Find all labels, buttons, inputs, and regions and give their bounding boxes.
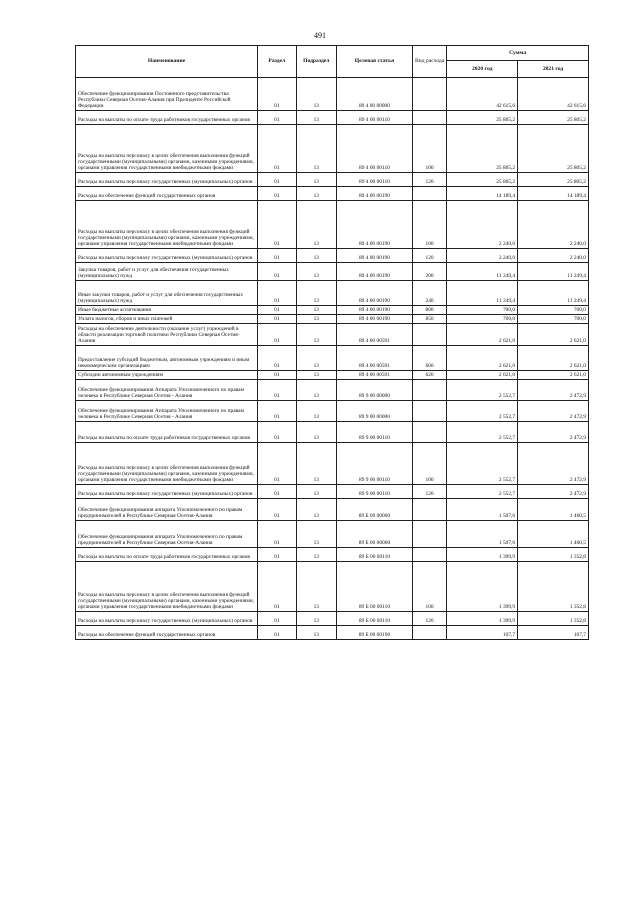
cell-cel-statya: 89 4 00 00190	[337, 306, 413, 315]
cell-vid-rashoda	[412, 548, 446, 562]
cell-name: Расходы на выплаты персоналу в целях обеспечения выполнения функций государственными (муниципальными) органами, казенными учреждениями, органами управления государственными внебюджетными фондами	[76, 125, 258, 173]
page-number: 491	[314, 31, 326, 40]
cell-sum-2020: 25 805,2	[447, 173, 518, 187]
cell-name: Обеспечение функционирования Постоянного представительства Республики Северная Осетия-Алания при Президенте Российской Федерации	[76, 78, 258, 111]
cell-podrazdel: 13	[296, 125, 336, 173]
cell-cel-statya: 89 9 00 00110	[337, 485, 413, 499]
table-row	[76, 562, 589, 612]
cell-cel-statya: 89 Б 00 00190	[337, 626, 413, 640]
cell-cel-statya: 89 4 00 00190	[337, 263, 413, 281]
cell-sum-2020: 2 552,7	[447, 401, 518, 422]
table-row	[76, 315, 589, 324]
cell-name: Расходы на выплаты персоналу государственных (муниципальных) органов	[76, 249, 258, 263]
cell-vid-rashoda	[412, 521, 446, 548]
cell-podrazdel: 13	[296, 173, 336, 187]
cell-razdel: 01	[258, 612, 296, 626]
cell-vid-rashoda	[412, 422, 446, 443]
cell-sum-2021: 2 240,0	[518, 249, 589, 263]
cell-name: Закупка товаров, работ и услуг для обеспечения государственных (муниципальных) нужд	[76, 263, 258, 281]
cell-razdel: 01	[258, 324, 296, 346]
cell-podrazdel: 13	[296, 443, 336, 485]
cell-sum-2020: 2 621,0	[447, 324, 518, 346]
cell-razdel: 01	[258, 562, 296, 612]
cell-name: Расходы на выплаты по оплате труда работников государственных органов	[76, 111, 258, 125]
cell-podrazdel: 13	[296, 306, 336, 315]
cell-sum-2021: 2 240,0	[518, 201, 589, 249]
cell-sum-2021: 2 621,0	[518, 324, 589, 346]
table-row	[76, 612, 589, 626]
cell-sum-2021: 2 472,9	[518, 443, 589, 485]
cell-vid-rashoda: 120	[412, 249, 446, 263]
cell-cel-statya: 89 4 00 00591	[337, 324, 413, 346]
table-row	[76, 499, 589, 521]
cell-razdel: 01	[258, 125, 296, 173]
table-row	[76, 485, 589, 499]
header-name: Наименование	[76, 46, 258, 78]
cell-razdel: 01	[258, 401, 296, 422]
cell-name: Расходы на выплаты персоналу государственных (муниципальных) органов	[76, 612, 258, 626]
cell-razdel: 01	[258, 626, 296, 640]
cell-podrazdel: 13	[296, 499, 336, 521]
cell-sum-2020: 11 249,4	[447, 281, 518, 306]
cell-sum-2021: 11 249,4	[518, 263, 589, 281]
table-row	[76, 443, 589, 485]
table-row	[76, 187, 589, 201]
cell-cel-statya: 89 4 00 00110	[337, 111, 413, 125]
cell-razdel: 01	[258, 306, 296, 315]
cell-name: Расходы на выплаты персоналу государственных (муниципальных) органов	[76, 173, 258, 187]
cell-name: Расходы на выплаты по оплате труда работников государственных органов	[76, 548, 258, 562]
cell-name: Расходы на выплаты персоналу государственных (муниципальных) органов	[76, 485, 258, 499]
cell-sum-2021: 107,7	[518, 626, 589, 640]
header-vid-rashoda: Вид расхода	[412, 46, 446, 78]
cell-vid-rashoda: 200	[412, 263, 446, 281]
cell-sum-2020: 2 552,7	[447, 380, 518, 401]
cell-vid-rashoda	[412, 187, 446, 201]
cell-vid-rashoda: 120	[412, 173, 446, 187]
header-summa: Сумма	[447, 46, 589, 61]
cell-podrazdel: 13	[296, 78, 336, 111]
cell-sum-2021: 2 472,9	[518, 401, 589, 422]
cell-cel-statya: 89 9 00 00110	[337, 422, 413, 443]
cell-sum-2020: 2 240,0	[447, 201, 518, 249]
cell-sum-2021: 11 249,4	[518, 281, 589, 306]
cell-razdel: 01	[258, 111, 296, 125]
cell-razdel: 01	[258, 201, 296, 249]
cell-sum-2020: 25 805,2	[447, 125, 518, 173]
cell-vid-rashoda: 100	[412, 125, 446, 173]
cell-cel-statya: 89 4 00 00110	[337, 125, 413, 173]
cell-podrazdel: 13	[296, 346, 336, 371]
cell-sum-2021: 1 352,8	[518, 562, 589, 612]
cell-name: Уплата налогов, сборов и иных платежей	[76, 315, 258, 324]
table-row	[76, 401, 589, 422]
cell-sum-2021: 700,0	[518, 315, 589, 324]
cell-name: Обеспечение функционирования аппарата Уполномоченного по правам предпринимателей в Республике Северная Осетия-Алания	[76, 499, 258, 521]
cell-razdel: 01	[258, 281, 296, 306]
cell-sum-2020: 42 615,6	[447, 78, 518, 111]
cell-cel-statya: 89 9 00 00000	[337, 380, 413, 401]
cell-name: Расходы на выплаты персоналу в целях обеспечения выполнения функций государственными (муниципальными) органами, казенными учреждениями, органами управления государственными внебюджетными фондами	[76, 201, 258, 249]
cell-sum-2020: 2 621,0	[447, 371, 518, 380]
cell-vid-rashoda: 100	[412, 562, 446, 612]
cell-vid-rashoda	[412, 626, 446, 640]
cell-podrazdel: 13	[296, 562, 336, 612]
cell-vid-rashoda: 800	[412, 306, 446, 315]
cell-vid-rashoda: 120	[412, 612, 446, 626]
cell-podrazdel: 13	[296, 548, 336, 562]
cell-vid-rashoda	[412, 324, 446, 346]
cell-sum-2020: 1 399,9	[447, 612, 518, 626]
cell-sum-2020: 2 552,7	[447, 443, 518, 485]
cell-sum-2020: 2 552,7	[447, 422, 518, 443]
table-row	[76, 111, 589, 125]
cell-sum-2021: 1 352,8	[518, 548, 589, 562]
cell-sum-2020: 25 805,2	[447, 111, 518, 125]
cell-razdel: 01	[258, 422, 296, 443]
cell-podrazdel: 13	[296, 187, 336, 201]
cell-cel-statya: 89 9 00 00110	[337, 443, 413, 485]
cell-sum-2021: 2 472,9	[518, 422, 589, 443]
cell-sum-2021: 2 621,0	[518, 371, 589, 380]
cell-razdel: 01	[258, 485, 296, 499]
cell-sum-2021: 1 352,8	[518, 612, 589, 626]
cell-sum-2021: 700,0	[518, 306, 589, 315]
cell-podrazdel: 13	[296, 626, 336, 640]
table-row	[76, 422, 589, 443]
cell-sum-2020: 1 399,9	[447, 548, 518, 562]
cell-sum-2021: 1 460,5	[518, 521, 589, 548]
cell-vid-rashoda: 600	[412, 346, 446, 371]
cell-podrazdel: 13	[296, 315, 336, 324]
cell-razdel: 01	[258, 346, 296, 371]
cell-name: Расходы на обеспечение деятельности (оказание услуг) учреждений в области реализации торговой политики Республики Северная Осетия-Алания	[76, 324, 258, 346]
cell-name: Расходы на обеспечение функций государственных органов	[76, 187, 258, 201]
cell-podrazdel: 13	[296, 111, 336, 125]
cell-cel-statya: 89 4 00 00190	[337, 315, 413, 324]
cell-sum-2020: 1 507,6	[447, 521, 518, 548]
cell-sum-2020: 2 621,0	[447, 346, 518, 371]
cell-podrazdel: 13	[296, 371, 336, 380]
cell-razdel: 01	[258, 443, 296, 485]
cell-cel-statya: 89 4 00 00190	[337, 187, 413, 201]
cell-sum-2020: 1 399,9	[447, 562, 518, 612]
cell-cel-statya: 89 4 00 00591	[337, 346, 413, 371]
cell-vid-rashoda: 620	[412, 371, 446, 380]
cell-name: Предоставление субсидий бюджетным, автономным учреждениям и иным некоммерческим организациям	[76, 346, 258, 371]
table-row	[76, 78, 589, 111]
cell-name: Субсидии автономным учреждениям	[76, 371, 258, 380]
cell-podrazdel: 13	[296, 201, 336, 249]
cell-razdel: 01	[258, 499, 296, 521]
cell-sum-2020: 11 249,4	[447, 263, 518, 281]
cell-vid-rashoda	[412, 499, 446, 521]
cell-name: Иные бюджетные ассигнования	[76, 306, 258, 315]
header-razdel: Раздел	[258, 46, 296, 78]
cell-name: Обеспечение функционирования Аппарата Уполномоченного по правам человека в Республике Северная Осетия - Алания	[76, 380, 258, 401]
cell-sum-2021: 25 805,2	[518, 111, 589, 125]
cell-razdel: 01	[258, 173, 296, 187]
cell-podrazdel: 13	[296, 281, 336, 306]
cell-razdel: 01	[258, 187, 296, 201]
cell-cel-statya: 89 4 00 00190	[337, 249, 413, 263]
table-row	[76, 125, 589, 173]
cell-sum-2020: 107,7	[447, 626, 518, 640]
cell-name: Расходы на выплаты персоналу в целях обеспечения выполнения функций государственными (муниципальными) органами, казенными учреждениями, органами управления государственными внебюджетными фондами	[76, 562, 258, 612]
cell-sum-2020: 14 189,4	[447, 187, 518, 201]
cell-cel-statya: 89 9 00 00000	[337, 401, 413, 422]
cell-podrazdel: 13	[296, 422, 336, 443]
cell-vid-rashoda: 850	[412, 315, 446, 324]
cell-razdel: 01	[258, 548, 296, 562]
header-year-2020: 2020 год	[447, 61, 518, 78]
table-row	[76, 306, 589, 315]
cell-razdel: 01	[258, 78, 296, 111]
table-row	[76, 346, 589, 371]
cell-podrazdel: 13	[296, 324, 336, 346]
cell-cel-statya: 89 4 00 00190	[337, 201, 413, 249]
cell-vid-rashoda: 100	[412, 443, 446, 485]
table-row	[76, 201, 589, 249]
table-row	[76, 371, 589, 380]
cell-razdel: 01	[258, 249, 296, 263]
header-podrazdel: Подраздел	[296, 46, 336, 78]
cell-podrazdel: 13	[296, 612, 336, 626]
cell-razdel: 01	[258, 315, 296, 324]
cell-vid-rashoda	[412, 401, 446, 422]
cell-sum-2021: 25 805,2	[518, 125, 589, 173]
cell-sum-2021: 1 460,5	[518, 499, 589, 521]
cell-razdel: 01	[258, 371, 296, 380]
cell-name: Иные закупки товаров, работ и услуг для обеспечения государственных (муниципальных) нужд	[76, 281, 258, 306]
header-year-2021: 2021 год	[518, 61, 589, 78]
cell-cel-statya: 89 4 00 00591	[337, 371, 413, 380]
cell-sum-2021: 2 472,9	[518, 485, 589, 499]
cell-name: Расходы на выплаты по оплате труда работников государственных органов	[76, 422, 258, 443]
cell-podrazdel: 13	[296, 263, 336, 281]
table-row	[76, 281, 589, 306]
cell-cel-statya: 89 4 00 00190	[337, 281, 413, 306]
cell-sum-2021: 25 805,2	[518, 173, 589, 187]
cell-podrazdel: 13	[296, 521, 336, 548]
cell-vid-rashoda	[412, 111, 446, 125]
cell-name: Обеспечение функционирования аппарата Уполномоченного по правам предпринимателей в Республике Северная Осетия-Алания	[76, 521, 258, 548]
cell-vid-rashoda: 240	[412, 281, 446, 306]
cell-sum-2020: 2 552,7	[447, 485, 518, 499]
cell-vid-rashoda	[412, 78, 446, 111]
table-header	[76, 46, 589, 78]
header-cel-statya: Целевая статья	[337, 46, 413, 78]
budget-table	[75, 45, 589, 640]
cell-cel-statya: 89 Б 00 00000	[337, 499, 413, 521]
cell-cel-statya: 89 Б 00 00110	[337, 612, 413, 626]
table-row	[76, 521, 589, 548]
cell-cel-statya: 89 4 00 00000	[337, 78, 413, 111]
cell-cel-statya: 89 Б 00 00110	[337, 548, 413, 562]
cell-razdel: 01	[258, 263, 296, 281]
cell-razdel: 01	[258, 521, 296, 548]
cell-podrazdel: 13	[296, 401, 336, 422]
cell-razdel: 01	[258, 380, 296, 401]
cell-sum-2021: 14 189,4	[518, 187, 589, 201]
cell-vid-rashoda: 100	[412, 201, 446, 249]
cell-sum-2020: 700,0	[447, 306, 518, 315]
cell-cel-statya: 89 Б 00 00000	[337, 521, 413, 548]
cell-name: Обеспечение функционирования Аппарата Уполномоченного по правам человека в Республике Северная Осетия - Алания	[76, 401, 258, 422]
table-row	[76, 626, 589, 640]
table-row	[76, 324, 589, 346]
cell-sum-2020: 2 240,0	[447, 249, 518, 263]
cell-cel-statya: 89 Б 00 00110	[337, 562, 413, 612]
table-row	[76, 263, 589, 281]
cell-sum-2021: 2 621,0	[518, 346, 589, 371]
cell-sum-2020: 700,0	[447, 315, 518, 324]
table-row	[76, 548, 589, 562]
cell-vid-rashoda	[412, 380, 446, 401]
cell-podrazdel: 13	[296, 485, 336, 499]
cell-sum-2021: 2 472,9	[518, 380, 589, 401]
table-body	[76, 78, 589, 640]
cell-podrazdel: 13	[296, 249, 336, 263]
cell-sum-2020: 1 507,6	[447, 499, 518, 521]
cell-cel-statya: 89 4 00 00110	[337, 173, 413, 187]
table-row	[76, 173, 589, 187]
cell-sum-2021: 42 615,6	[518, 78, 589, 111]
cell-name: Расходы на выплаты персоналу в целях обеспечения выполнения функций государственными (муниципальными) органами, казенными учреждениями, органами управления государственными внебюджетными фондами	[76, 443, 258, 485]
cell-vid-rashoda: 120	[412, 485, 446, 499]
cell-podrazdel: 13	[296, 380, 336, 401]
table-row	[76, 380, 589, 401]
cell-name: Расходы на обеспечение функций государственных органов	[76, 626, 258, 640]
table-row	[76, 249, 589, 263]
